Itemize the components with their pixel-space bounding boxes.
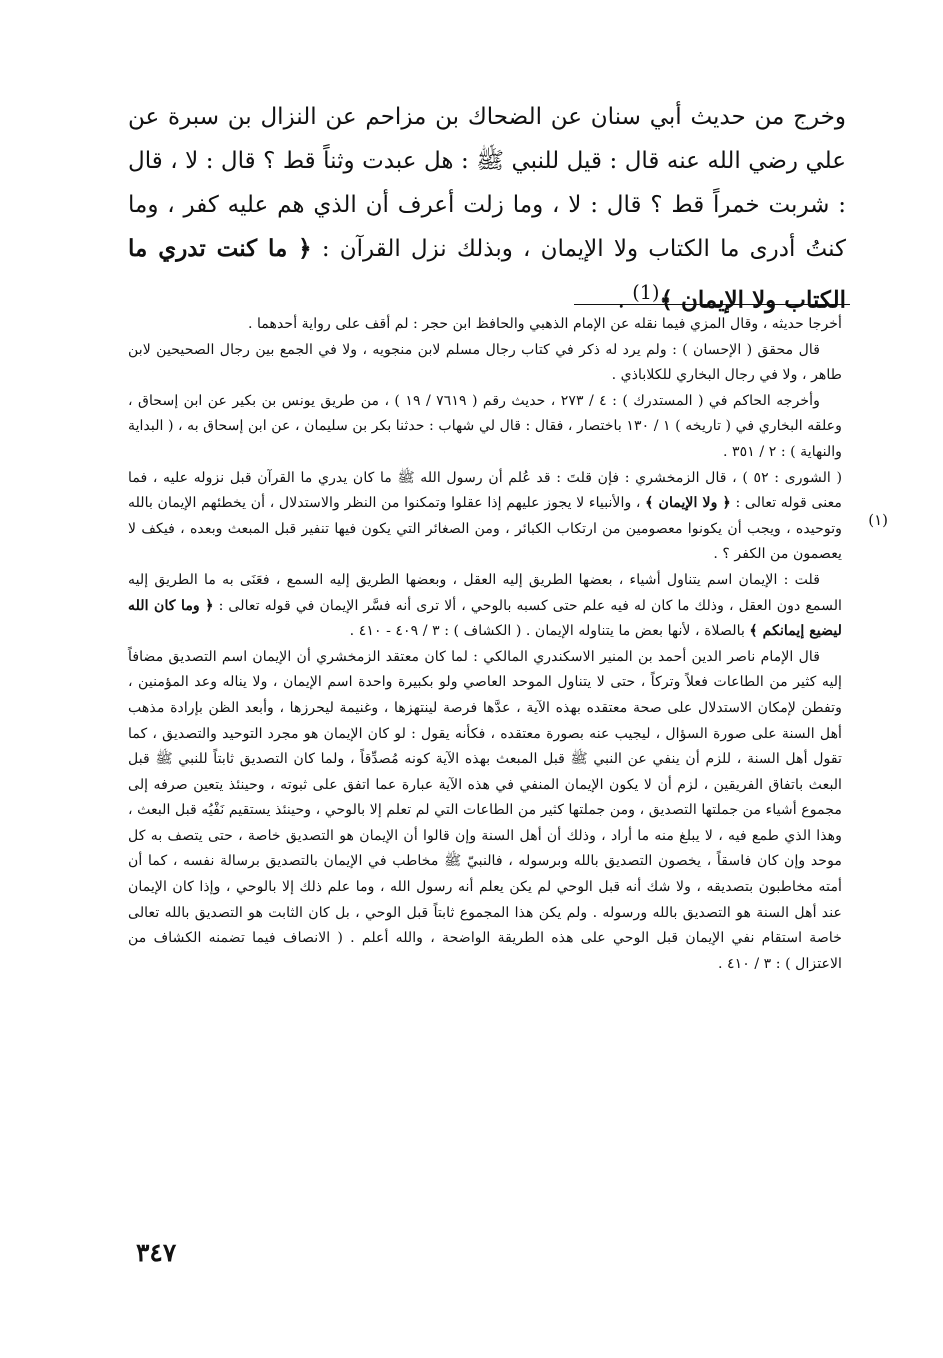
footnote-1-para-2 (128, 568, 842, 645)
prev-footnote-para: وأخرجه الحاكم في ( المستدرك ) : ٤ / ٢٧٣ ، حديث رقم ( ٧٦١٩ / ١٩ ) ، من طريق يونس بن بكير عن ابن إسحاق ، وعلقه البخاري في ( تاريخه ) ١ / ١٣٠ باختصار ، فقال : قال لي شهاب : حدثنا بكر بن سليمان ، عن ابن إسحاق به ، ( البداية والنهاية ) : ٢ / ٣٥١ . (127, 392, 842, 460)
prev-footnote-para: أخرجا حديثه ، وقال المزي فيما نقله عن الإمام الذهبي والحافظ ابن حجر : لم أقف على رواية أحدهما . (247, 316, 842, 332)
main-line-2: علي رضي الله عنه قال : قيل للنبي ﷺ : هل عبدت وثناً قط ؟ قال : لا ، قال : (128, 148, 846, 218)
page-number: ٣٤٧ (136, 1238, 177, 1267)
footnote-1-para-1 (128, 466, 842, 568)
main-paragraph (128, 95, 846, 323)
footnote-verse: ﴿ ولا الإيمان ﴾ (645, 495, 731, 512)
footnote-text: ( الشورى : ٥٢ ) ، قال الزمخشري : فإن قلتَ : قد عُلم أن رسول الله ﷺ ما كان يدري ما القرآن قبل نزوله عليه ، فما معنى قوله تعالى : (128, 469, 843, 512)
footnote-text: بالصلاة ، لأنها بعض ما يتناوله الإيمان . ( الكشاف ) : ٣ / ٤٠٩ - ٤١٠ . (349, 623, 745, 640)
footnote-1-para-3: قال الإمام ناصر الدين أحمد بن المنير الاسكندري المالكي : لما كان معتقد الزمخشري أن الإيمان اسم التصديق مضافاً إليه كثير من الطاعات فعلاً وتركاً ، حتى لا يتناول الموحد العاصي ولو بكبيرة واحدة اسم الإيمان ، ولا يناله وعد المؤمنين ، وتفطن لإمكان الاستدلال على صحة معتقده بهذه الآية ، عدَّها فرصة لينتهزها ، وغنيمة ليحرزها ، وأبعد الظن بإرادة مذهب أهل السنة على صورة السؤال ، ليجيب عنه بصورة معتقده ، فكأنه يقول : لو كان الإيمان هو مجرد التوحيد والتصديق ، كما تقول أهل السنة ، للزم أن ينفي عن النبي ﷺ قبل المبعث بهذه الآية كونه مُصدِّقاً ، ولما كان التصديق ثابتاً للنبي ﷺ قبل البعث باتفاق الفريقين ، لزم أن لا يكون الإيمان المنفي في هذه الآية عبارة عما اتفق على ثبوته ، وحينئذ يتعين صرفه إلى مجموع أشياء من جملتها التصديق ، ومن جملتها كثير من الطاعات التي لم تعلم إلا بالوحي ، وحينئذ يستقيم نَفْيُه قبل البعث ، وهذا الذي طمع فيه ، لا يبلغ منه ما أراد ، وذلك أن أهل السنة وإن قالوا أن الإيمان هو التصديق خاصة ، حتى يتصف به كل موحد وإن كان فاسقاً ، يخصون التصديق بالله وبرسوله ، فالنبيّ ﷺ مخاطب في الإيمان بالتصديق برسالة نفسه ، كما أن أمته مخاطبون بتصديقه ، ولا شك أنه قبل الوحي لم يكن يعلم أنه رسول الله ، وما علم ذلك إلا بالوحي ، وإذا كان الإيمان عند أهل السنة هو التصديق بالله ورسوله . ولم يكن هذا المجموع ثابتاً قبل الوحي ، بل كان الثابت هو التصديق بالله تعالى خاصة استقام نفي الإيمان قبل الوحي على هذه الطريقة الواضحة ، والله أعلم . ( الانصاف فيما تضمنه الكشاف من الاعتزال ) : ٣ / ٤١٠ . (128, 648, 842, 972)
footnote-verse: ﴿ وما كان الله ليضيع إيمانكم ﴾ (128, 597, 842, 640)
footnote-ref[interactable]: (1) (632, 281, 660, 304)
main-text (128, 95, 846, 323)
footnote-divider (574, 304, 850, 305)
main-line-3: شربت خمراً قط ؟ قال : لا ، وما زلت أعرف أن الذي هم عليه كفر ، وما كنتُ (128, 192, 846, 262)
prev-footnote-para: قال محقق ( الإحسان ) : ولم يرد له ذكر في كتاب رجال مسلم لابن منجويه ، ولا في الجمع بين رجال الصحيحين لابن طاهر ، ولا في رجال البخاري للكلاباذي . (128, 341, 842, 384)
main-line-end: . (617, 287, 633, 314)
footnote-text: ، والأنبياء لا يجوز عليهم إذا عقلوا وتمكنوا من النظر والاستدلال ، أن يخطئهم الإيمان بالله وتوحيده ، ويجب أن يكونوا معصومين من ارتكاب الكبائر ، ومن الصغائر التي يكون فيها تنفير قبل المبعث وبعده ، فيكف لا يعصمون من الكفر ؟ . (128, 495, 842, 563)
footnotes (128, 312, 842, 977)
main-line-1: وخرج من حديث أبي سنان عن الضحاك بن مزاحم عن النزال بن سبرة عن (128, 104, 846, 130)
main-line-4: أدرى ما الكتاب ولا الإيمان ، وبذلك نزل القرآن : (321, 236, 796, 262)
footnote-text: قلت : الإيمان اسم يتناول أشياء ، بعضها الطريق إليه العقل ، وبعضها الطريق إليه السمع ، فعَنَى به ما الطريق إليه السمع دون العقل ، وذلك ما كان له فيه علم حتى كسبه بالوحي ، ألا ترى أنه فسَّر الإيمان في قوله تعالى : (128, 571, 842, 614)
footnote-number: (١) (868, 511, 888, 529)
quran-verse: ﴿ ما كنت تدري ما الكتاب ولا الإيمان ﴾ (128, 235, 846, 314)
